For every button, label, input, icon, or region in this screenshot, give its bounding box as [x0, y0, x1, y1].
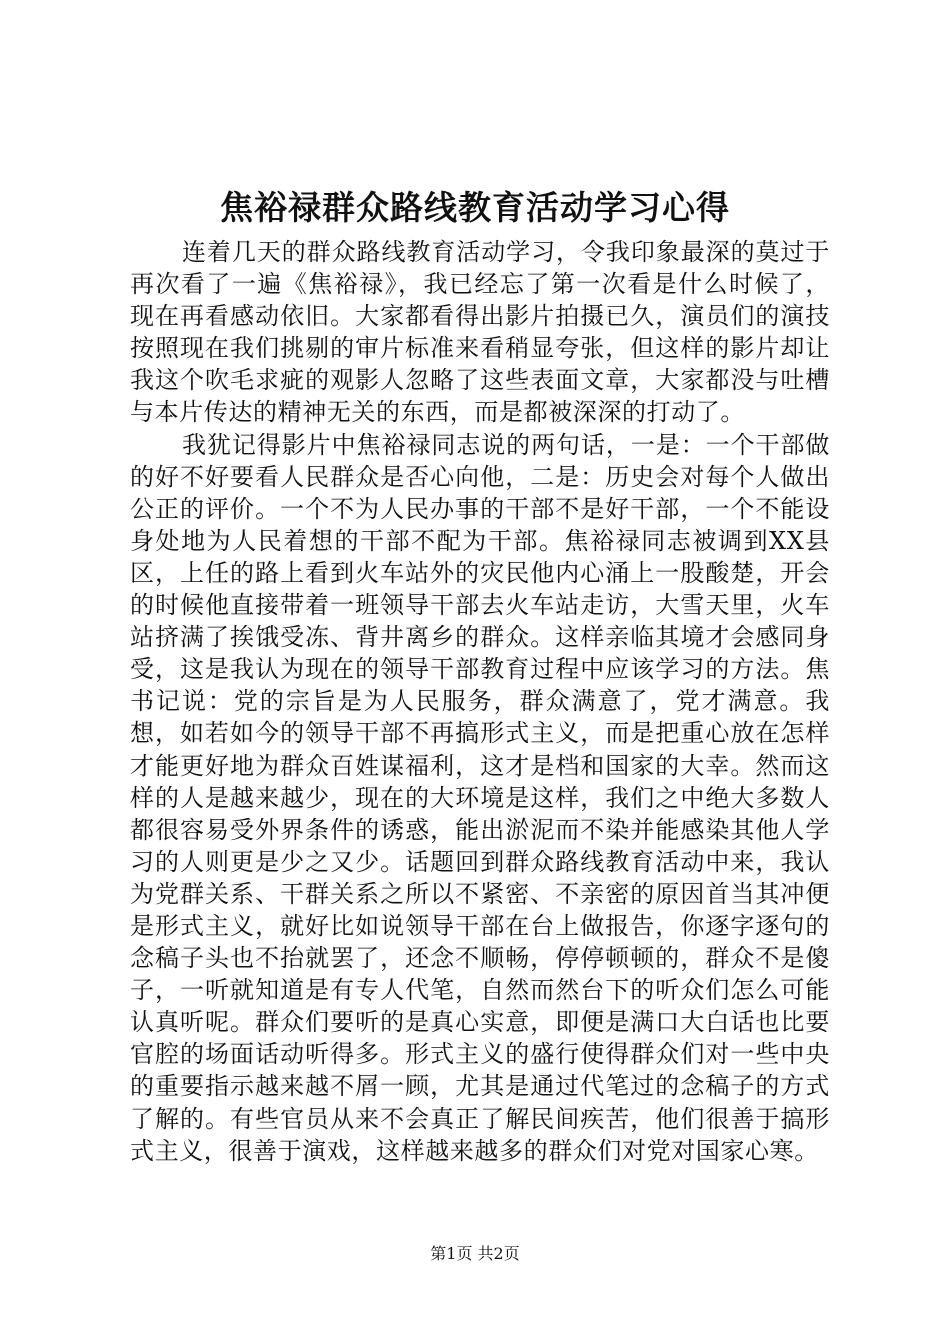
page-title: 焦裕禄群众路线教育活动学习心得 — [220, 188, 730, 227]
paragraph: 我犹记得影片中焦裕禄同志说的两句话，一是：一个干部做的好不好要看人民群众是否心向他，二是：历史会对每个人做出公正的评价。一个不为人民办事的干部不是好干部，一个不能设身处地为人民着想的干部不配为干部。焦裕禄同志被调到XX县区，上任的路上看到火车站外的灾民他内心涌上一股酸楚，开会的时候他直接带着一班领导干部去火车站走访，大雪天里，火车站挤满了挨饿受冻、背井离乡的群众。这样亲临其境才会感同身受，这是我认为现在的领导干部教育过程中应该学习的方法。焦书记说：党的宗旨是为人民服务，群众满意了，党才满意。我想，如若如今的领导干部不再搞形式主义，而是把重心放在怎样才能更好地为群众百姓谋福利，这才是档和国家的大幸。然而这样的人是越来越少，现在的大环境是这样，我们之中绝大多数人都很容易受外界条件的诱惑，能出淤泥而不染并能感染其他人学习的人则更是少之又少。话题回到群众路线教育活动中来，我认为党群关系、干群关系之所以不紧密、不亲密的原因首当其冲便是形式主义，就好比如说领导干部在台上做报告，你逐字逐句的念稿子头也不抬就罢了，还念不顺畅，停停顿顿的，群众不是傻子，一听就知道是有专人代笔，自然而然台下的听众们怎么可能认真听呢。群众们要听的是真心实意，即便是满口大白话也比要官腔的场面话动听得多。形式主义的盛行使得群众们对一些中央的重要指示越来越不屑一顾，尤其是通过代笔过的念稿子的方式了解的。有些官员从来不会真正了解民间疾苦，他们很善于搞形式主义，很善于演戏，这样越来越多的群众们对党对国家心寒。 — [130, 430, 830, 1165]
paragraph: 连着几天的群众路线教育活动学习，令我印象最深的莫过于再次看了一遍《焦裕禄》，我已经忘了第一次看是什么时候了，现在再看感动依旧。大家都看得出影片拍摄已久，演员们的演技按照现在我们挑剔的审片标准来看稍显夸张，但这样的影片却让我这个吹毛求疵的观影人忽略了这些表面文章，大家都没与吐槽与本片传达的精神无关的东西，而是都被深深的打动了。 — [130, 238, 830, 427]
page-number-footer: 第1页 共2页 — [430, 1244, 520, 1263]
document-body — [130, 236, 830, 1167]
